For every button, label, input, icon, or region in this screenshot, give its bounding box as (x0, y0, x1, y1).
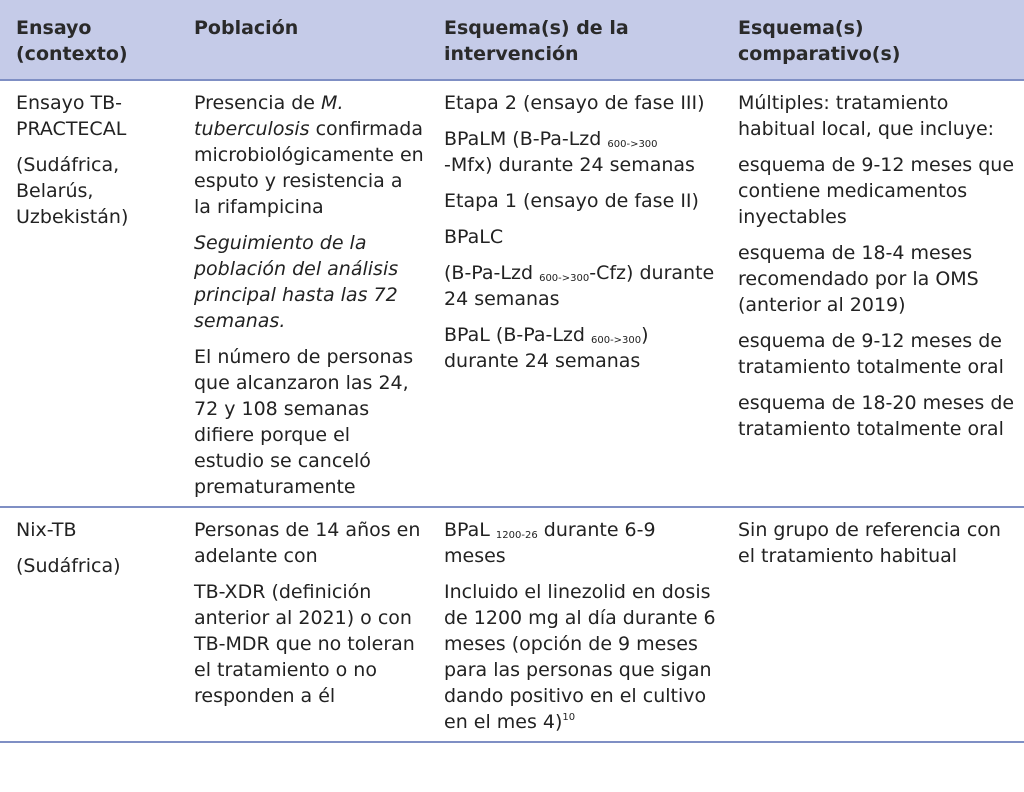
intervention-stage2: Etapa 2 (ensayo de fase III) (444, 92, 705, 114)
population-followup: Seguimiento de la población del análisis principal hasta las 72 semanas. (194, 232, 399, 332)
trial-name: Ensayo TB-PRACTECAL (16, 92, 127, 140)
header-intervention: Esquema(s) de la intervención (432, 0, 724, 80)
population-cell (180, 80, 432, 507)
intervention-cell (432, 507, 724, 742)
bpal-post: ) durante 24 semanas (444, 324, 649, 372)
population-cell (180, 507, 432, 742)
comparator-cell (724, 80, 1024, 507)
population-text (194, 90, 424, 220)
table-row (0, 507, 1024, 742)
bpalc-pre: (B-Pa-Lzd (444, 262, 534, 284)
intervention-cell (432, 80, 724, 507)
population-note: El número de personas que alcanzaron las 24, 72 y 108 semanas difiere porque el estudio se canceló prematuramente (194, 346, 414, 498)
comparator-item: esquema de 9-12 meses de tratamiento totalmente oral (738, 330, 1004, 378)
trial-cell (0, 80, 180, 507)
comparator-item: esquema de 9-12 meses que contiene medicamentos inyectables (738, 154, 1015, 228)
bpalm-post: -Mfx) durante 24 semanas (444, 154, 695, 176)
table-row (0, 80, 1024, 507)
bpal-post: durante 6-9 meses (444, 519, 656, 567)
header-trial: Ensayo (contexto) (0, 0, 180, 80)
population-criteria: TB-XDR (definición anterior al 2021) o con TB-MDR que no toleran el tratamiento o no responden a él (194, 581, 415, 707)
bpalm-dose: 600->300 (607, 139, 658, 150)
bpal-pre: BPaL (B-Pa-Lzd (444, 324, 585, 346)
bpalm-pre: BPaLM (B-Pa-Lzd (444, 128, 602, 150)
bpal-pre: BPaL (444, 519, 490, 541)
intervention-bpal (444, 322, 716, 374)
intervention-bpalc (444, 260, 716, 312)
population-organism: M. tuberculosis (194, 92, 344, 140)
bpalc-dose: 600->300 (539, 273, 590, 284)
header-comparator: Esquema(s) comparativo(s) (724, 0, 1024, 80)
comparator-intro: Sin grupo de referencia con el tratamiento habitual (738, 519, 1001, 567)
trial-cell (0, 507, 180, 742)
comparator-intro: Múltiples: tratamiento habitual local, que incluye: (738, 92, 995, 140)
header-population: Población (180, 0, 432, 80)
comparator-item: esquema de 18-4 meses recomendado por la OMS (anterior al 2019) (738, 242, 979, 316)
population-text-post: confirmada microbiológicamente en esputo y resistencia a la rifampicina (194, 118, 424, 218)
intervention-bpalc-label: BPaLC (444, 226, 504, 248)
population-text-pre: Presencia de (194, 92, 315, 114)
intervention-detail-text: Incluido el linezolid en dosis de 1200 mg al día durante 6 meses (opción de 9 meses para las personas que sigan dando positivo en el cultivo en el mes 4) (444, 581, 716, 733)
intervention-detail (444, 579, 716, 735)
intervention-bpalm (444, 126, 716, 178)
bpalc-post: -Cfz) durante 24 semanas (444, 262, 715, 310)
intervention-stage1: Etapa 1 (ensayo de fase II) (444, 190, 699, 212)
population-text: Personas de 14 años en adelante con (194, 519, 421, 567)
trial-setting: (Sudáfrica) (16, 555, 121, 577)
trial-name: Nix-TB (16, 519, 77, 541)
bpal-dose: 1200-26 (495, 530, 538, 541)
bpal-dose: 600->300 (590, 335, 642, 346)
intervention-bpal (444, 517, 716, 569)
trial-setting: (Sudáfrica, Belarús, Uzbekistán) (16, 154, 129, 228)
table-header-row (0, 0, 1024, 80)
footnote-ref: 10 (562, 712, 576, 723)
comparator-item: esquema de 18-20 meses de tratamiento totalmente oral (738, 392, 1015, 440)
comparator-cell (724, 507, 1024, 742)
